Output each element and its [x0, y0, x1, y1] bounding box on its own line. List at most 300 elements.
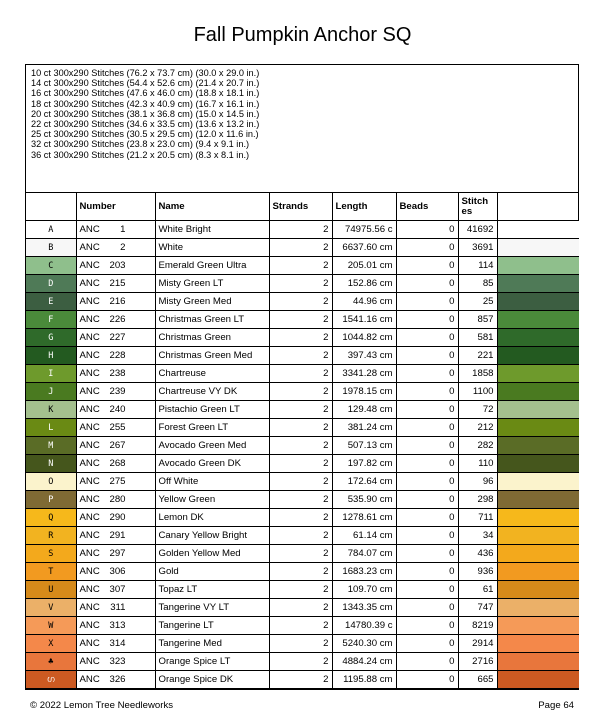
symbol-cell: N [26, 455, 76, 473]
stitches-cell: 110 [458, 455, 497, 473]
beads-cell: 0 [396, 545, 458, 563]
length-cell: 784.07 cm [332, 545, 396, 563]
length-cell: 44.96 cm [332, 293, 396, 311]
color-swatch [497, 419, 579, 437]
number-cell [76, 581, 155, 599]
strands-cell: 2 [269, 491, 332, 509]
table-row [26, 473, 579, 491]
floss-number: 238 [109, 368, 126, 379]
length-cell: 1343.35 cm [332, 599, 396, 617]
brand-label: ANC [79, 296, 100, 307]
strands-cell: 2 [269, 221, 332, 239]
header-strands: Strands [269, 193, 332, 221]
header-name: Name [155, 193, 269, 221]
table-row [26, 347, 579, 365]
color-swatch [497, 527, 579, 545]
length-cell: 507.13 cm [332, 437, 396, 455]
strands-cell: 2 [269, 545, 332, 563]
strands-cell: 2 [269, 347, 332, 365]
floss-number: 255 [109, 422, 126, 433]
brand-label: ANC [79, 386, 100, 397]
strands-cell: 2 [269, 599, 332, 617]
floss-number: 311 [110, 602, 126, 613]
strands-cell: 2 [269, 671, 332, 689]
brand-label: ANC [79, 368, 100, 379]
color-swatch [497, 599, 579, 617]
stitches-cell: 1858 [458, 365, 497, 383]
length-cell: 61.14 cm [332, 527, 396, 545]
beads-cell: 0 [396, 257, 458, 275]
page-number: Page 64 [538, 700, 574, 711]
brand-label: ANC [79, 620, 100, 631]
floss-number: 280 [109, 494, 126, 505]
name-cell: Lemon DK [155, 509, 269, 527]
number-cell [76, 347, 155, 365]
length-cell: 14780.39 c [332, 617, 396, 635]
fabric-size-line: 18 ct 300x290 Stitches (42.3 x 40.9 cm) (16.7 x 16.1 in.) [31, 98, 260, 109]
name-cell: Christmas Green LT [155, 311, 269, 329]
strands-cell: 2 [269, 509, 332, 527]
stitches-cell: 857 [458, 311, 497, 329]
strands-cell: 2 [269, 473, 332, 491]
symbol-cell: Q [26, 509, 76, 527]
stitches-cell: 936 [458, 563, 497, 581]
brand-label: ANC [79, 278, 100, 289]
brand-label: ANC [79, 350, 100, 361]
number-cell [76, 455, 155, 473]
table-row [26, 491, 579, 509]
symbol-cell: H [26, 347, 76, 365]
beads-cell: 0 [396, 563, 458, 581]
color-swatch [497, 365, 579, 383]
fabric-size-line: 25 ct 300x290 Stitches (30.5 x 29.5 cm) (12.0 x 11.6 in.) [31, 129, 259, 140]
symbol-cell: A [26, 221, 76, 239]
stitches-cell: 282 [458, 437, 497, 455]
beads-cell: 0 [396, 419, 458, 437]
table-header-row [26, 193, 579, 221]
brand-label: ANC [79, 332, 100, 343]
name-cell: Pistachio Green LT [155, 401, 269, 419]
strands-cell: 2 [269, 401, 332, 419]
strands-cell: 2 [269, 455, 332, 473]
floss-number: 203 [109, 260, 126, 271]
length-cell: 109.70 cm [332, 581, 396, 599]
symbol-cell: J [26, 383, 76, 401]
brand-label: ANC [79, 530, 100, 541]
name-cell: Golden Yellow Med [155, 545, 269, 563]
brand-label: ANC [79, 476, 100, 487]
beads-cell: 0 [396, 347, 458, 365]
stitches-cell: 1100 [458, 383, 497, 401]
table-row [26, 599, 579, 617]
name-cell: Chartreuse VY DK [155, 383, 269, 401]
name-cell: Chartreuse [155, 365, 269, 383]
floss-number: 326 [109, 674, 126, 685]
floss-number: 314 [109, 638, 126, 649]
fabric-size-line: 22 ct 300x290 Stitches (34.6 x 33.5 cm) (13.6 x 13.2 in.) [31, 119, 260, 130]
floss-number: 215 [109, 278, 126, 289]
brand-label: ANC [79, 512, 100, 523]
number-cell [76, 437, 155, 455]
strands-cell: 2 [269, 527, 332, 545]
number-cell [76, 383, 155, 401]
stitches-cell: 665 [458, 671, 497, 689]
name-cell: Christmas Green Med [155, 347, 269, 365]
floss-number: 2 [120, 242, 126, 253]
stitches-cell: 212 [458, 419, 497, 437]
beads-cell: 0 [396, 275, 458, 293]
floss-number: 267 [109, 440, 126, 451]
color-swatch [497, 347, 579, 365]
stitches-cell: 747 [458, 599, 497, 617]
stitches-cell: 61 [458, 581, 497, 599]
page-title: Fall Pumpkin Anchor SQ [193, 24, 412, 46]
symbol-cell: M [26, 437, 76, 455]
name-cell: White Bright [155, 221, 269, 239]
length-cell: 172.64 cm [332, 473, 396, 491]
stitches-cell: 96 [458, 473, 497, 491]
length-cell: 397.43 cm [332, 347, 396, 365]
stitches-cell: 298 [458, 491, 497, 509]
length-cell: 1195.88 cm [332, 671, 396, 689]
beads-cell: 0 [396, 599, 458, 617]
symbol-cell: B [26, 239, 76, 257]
length-cell: 197.82 cm [332, 455, 396, 473]
header-stitches: Stitch es [458, 193, 497, 221]
symbol-cell: K [26, 401, 76, 419]
color-swatch [497, 617, 579, 635]
name-cell: Off White [155, 473, 269, 491]
length-cell: 3341.28 cm [332, 365, 396, 383]
name-cell: Tangerine VY LT [155, 599, 269, 617]
table-row [26, 311, 579, 329]
brand-label: ANC [79, 422, 100, 433]
color-swatch [497, 383, 579, 401]
number-cell [76, 419, 155, 437]
symbol-cell: S [26, 545, 76, 563]
table-row [26, 383, 579, 401]
name-cell: Orange Spice LT [155, 653, 269, 671]
number-cell [76, 257, 155, 275]
length-cell: 4884.24 cm [332, 653, 396, 671]
length-cell: 1044.82 cm [332, 329, 396, 347]
name-cell: Forest Green LT [155, 419, 269, 437]
strands-cell: 2 [269, 365, 332, 383]
length-cell: 535.90 cm [332, 491, 396, 509]
floss-number: 306 [109, 566, 126, 577]
chart-key-box [25, 64, 579, 690]
color-swatch [497, 293, 579, 311]
length-cell: 6637.60 cm [332, 239, 396, 257]
brand-label: ANC [79, 674, 100, 685]
symbol-cell: W [26, 617, 76, 635]
brand-label: ANC [79, 566, 100, 577]
name-cell: White [155, 239, 269, 257]
brand-label: ANC [79, 314, 100, 325]
beads-cell: 0 [396, 527, 458, 545]
beads-cell: 0 [396, 455, 458, 473]
stitches-cell: 114 [458, 257, 497, 275]
stitches-cell: 221 [458, 347, 497, 365]
symbol-cell: R [26, 527, 76, 545]
beads-cell: 0 [396, 401, 458, 419]
floss-number: 297 [109, 548, 126, 559]
symbol-cell: ♣ [26, 653, 76, 671]
strands-cell: 2 [269, 293, 332, 311]
symbol-cell: V [26, 599, 76, 617]
brand-label: ANC [79, 242, 100, 253]
brand-label: ANC [79, 458, 100, 469]
floss-number: 228 [109, 350, 126, 361]
strands-cell: 2 [269, 239, 332, 257]
color-swatch [497, 671, 579, 689]
floss-number: 291 [109, 530, 126, 541]
table-row [26, 419, 579, 437]
stitches-cell: 25 [458, 293, 497, 311]
table-row [26, 509, 579, 527]
number-cell [76, 491, 155, 509]
brand-label: ANC [79, 638, 100, 649]
symbol-cell: P [26, 491, 76, 509]
table-row [26, 455, 579, 473]
strands-cell: 2 [269, 419, 332, 437]
symbol-cell: F [26, 311, 76, 329]
floss-number: 216 [109, 296, 126, 307]
fabric-size-line: 10 ct 300x290 Stitches (76.2 x 73.7 cm) (30.0 x 29.0 in.) [31, 68, 260, 78]
symbol-cell: E [26, 293, 76, 311]
fabric-size-line: 16 ct 300x290 Stitches (47.6 x 46.0 cm) (18.8 x 18.1 in.) [31, 88, 260, 99]
floss-number: 1 [120, 224, 126, 235]
beads-cell: 0 [396, 293, 458, 311]
color-swatch [497, 473, 579, 491]
number-cell [76, 617, 155, 635]
beads-cell: 0 [396, 221, 458, 239]
color-swatch [497, 437, 579, 455]
length-cell: 1278.61 cm [332, 509, 396, 527]
floss-number: 240 [109, 404, 126, 415]
strands-cell: 2 [269, 563, 332, 581]
color-swatch [497, 401, 579, 419]
number-cell [76, 221, 155, 239]
stitches-cell: 41692 [458, 221, 497, 239]
fabric-size-line: 32 ct 300x290 Stitches (23.8 x 23.0 cm) (9.4 x 9.1 in.) [31, 139, 250, 150]
beads-cell: 0 [396, 329, 458, 347]
strands-cell: 2 [269, 437, 332, 455]
floss-number: 290 [109, 512, 126, 523]
table-row [26, 617, 579, 635]
fabric-size-line: 14 ct 300x290 Stitches (54.4 x 52.6 cm) (21.4 x 20.7 in.) [31, 78, 260, 89]
color-swatch [497, 635, 579, 653]
brand-label: ANC [79, 656, 100, 667]
beads-cell: 0 [396, 491, 458, 509]
length-cell: 1978.15 cm [332, 383, 396, 401]
beads-cell: 0 [396, 383, 458, 401]
name-cell: Gold [155, 563, 269, 581]
beads-cell: 0 [396, 311, 458, 329]
fabric-size-line: 20 ct 300x290 Stitches (38.1 x 36.8 cm) (15.0 x 14.5 in.) [31, 108, 260, 119]
beads-cell: 0 [396, 365, 458, 383]
color-swatch [497, 257, 579, 275]
color-swatch [497, 221, 579, 239]
strands-cell: 2 [269, 581, 332, 599]
number-cell [76, 653, 155, 671]
strands-cell: 2 [269, 383, 332, 401]
stitches-cell: 711 [458, 509, 497, 527]
fabric-size-list [31, 68, 259, 160]
length-cell: 1541.16 cm [332, 311, 396, 329]
brand-label: ANC [79, 548, 100, 559]
color-swatch [497, 275, 579, 293]
color-swatch [497, 509, 579, 527]
symbol-cell: X [26, 635, 76, 653]
floss-number: 307 [109, 584, 126, 595]
number-cell [76, 599, 155, 617]
header-symbol [26, 193, 76, 221]
brand-label: ANC [79, 260, 100, 271]
header-swatch [497, 193, 579, 221]
brand-label: ANC [79, 602, 100, 613]
symbol-cell: ഗ [26, 671, 76, 689]
number-cell [76, 275, 155, 293]
header-number: Number [76, 193, 155, 221]
name-cell: Tangerine Med [155, 635, 269, 653]
length-cell: 381.24 cm [332, 419, 396, 437]
name-cell: Christmas Green [155, 329, 269, 347]
stitches-cell: 2716 [458, 653, 497, 671]
number-cell [76, 671, 155, 689]
name-cell: Topaz LT [155, 581, 269, 599]
beads-cell: 0 [396, 671, 458, 689]
color-swatch [497, 329, 579, 347]
table-row [26, 545, 579, 563]
symbol-cell: O [26, 473, 76, 491]
floss-number: 239 [109, 386, 126, 397]
name-cell: Avocado Green DK [155, 455, 269, 473]
stitches-cell: 85 [458, 275, 497, 293]
symbol-cell: T [26, 563, 76, 581]
brand-label: ANC [79, 494, 100, 505]
color-swatch [497, 239, 579, 257]
table-row [26, 257, 579, 275]
number-cell [76, 329, 155, 347]
length-cell: 1683.23 cm [332, 563, 396, 581]
table-row [26, 239, 579, 257]
color-swatch [497, 311, 579, 329]
color-swatch [497, 581, 579, 599]
number-cell [76, 509, 155, 527]
floss-number: 275 [109, 476, 126, 487]
stitches-cell: 8219 [458, 617, 497, 635]
header-beads: Beads [396, 193, 458, 221]
color-swatch [497, 545, 579, 563]
length-cell: 129.48 cm [332, 401, 396, 419]
symbol-cell: C [26, 257, 76, 275]
color-swatch [497, 563, 579, 581]
stitches-cell: 2914 [458, 635, 497, 653]
strands-cell: 2 [269, 329, 332, 347]
number-cell [76, 293, 155, 311]
name-cell: Canary Yellow Bright [155, 527, 269, 545]
copyright-text: © 2022 Lemon Tree Needleworks [30, 700, 174, 711]
name-cell: Tangerine LT [155, 617, 269, 635]
table-row [26, 329, 579, 347]
strands-cell: 2 [269, 311, 332, 329]
floss-number: 268 [109, 458, 126, 469]
beads-cell: 0 [396, 473, 458, 491]
table-row [26, 437, 579, 455]
stitches-cell: 3691 [458, 239, 497, 257]
symbol-cell: L [26, 419, 76, 437]
number-cell [76, 473, 155, 491]
number-cell [76, 365, 155, 383]
number-cell [76, 311, 155, 329]
beads-cell: 0 [396, 437, 458, 455]
table-row [26, 671, 579, 689]
stitches-cell: 581 [458, 329, 497, 347]
number-cell [76, 527, 155, 545]
beads-cell: 0 [396, 239, 458, 257]
number-cell [76, 545, 155, 563]
beads-cell: 0 [396, 635, 458, 653]
name-cell: Orange Spice DK [155, 671, 269, 689]
table-row [26, 401, 579, 419]
table-row [26, 527, 579, 545]
symbol-cell: G [26, 329, 76, 347]
header-length: Length [332, 193, 396, 221]
table-row [26, 365, 579, 383]
symbol-cell: D [26, 275, 76, 293]
beads-cell: 0 [396, 617, 458, 635]
beads-cell: 0 [396, 509, 458, 527]
symbol-cell: I [26, 365, 76, 383]
name-cell: Misty Green LT [155, 275, 269, 293]
table-row [26, 275, 579, 293]
length-cell: 205.01 cm [332, 257, 396, 275]
table-row [26, 581, 579, 599]
strands-cell: 2 [269, 275, 332, 293]
number-cell [76, 635, 155, 653]
name-cell: Emerald Green Ultra [155, 257, 269, 275]
table-row [26, 563, 579, 581]
stitches-cell: 72 [458, 401, 497, 419]
brand-label: ANC [79, 440, 100, 451]
fabric-size-line: 36 ct 300x290 Stitches (21.2 x 20.5 cm) (8.3 x 8.1 in.) [31, 149, 250, 160]
floss-number: 226 [109, 314, 126, 325]
symbol-cell: U [26, 581, 76, 599]
table-row [26, 635, 579, 653]
beads-cell: 0 [396, 653, 458, 671]
length-cell: 74975.56 c [332, 221, 396, 239]
color-swatch [497, 455, 579, 473]
strands-cell: 2 [269, 617, 332, 635]
strands-cell: 2 [269, 257, 332, 275]
stitches-cell: 34 [458, 527, 497, 545]
table-row [26, 653, 579, 671]
strands-cell: 2 [269, 653, 332, 671]
strands-cell: 2 [269, 635, 332, 653]
table-row [26, 293, 579, 311]
color-swatch [497, 653, 579, 671]
floss-number: 323 [109, 656, 126, 667]
length-cell: 5240.30 cm [332, 635, 396, 653]
brand-label: ANC [79, 404, 100, 415]
beads-cell: 0 [396, 581, 458, 599]
floss-table [26, 192, 579, 689]
length-cell: 152.86 cm [332, 275, 396, 293]
number-cell [76, 239, 155, 257]
stitches-cell: 436 [458, 545, 497, 563]
brand-label: ANC [79, 224, 100, 235]
